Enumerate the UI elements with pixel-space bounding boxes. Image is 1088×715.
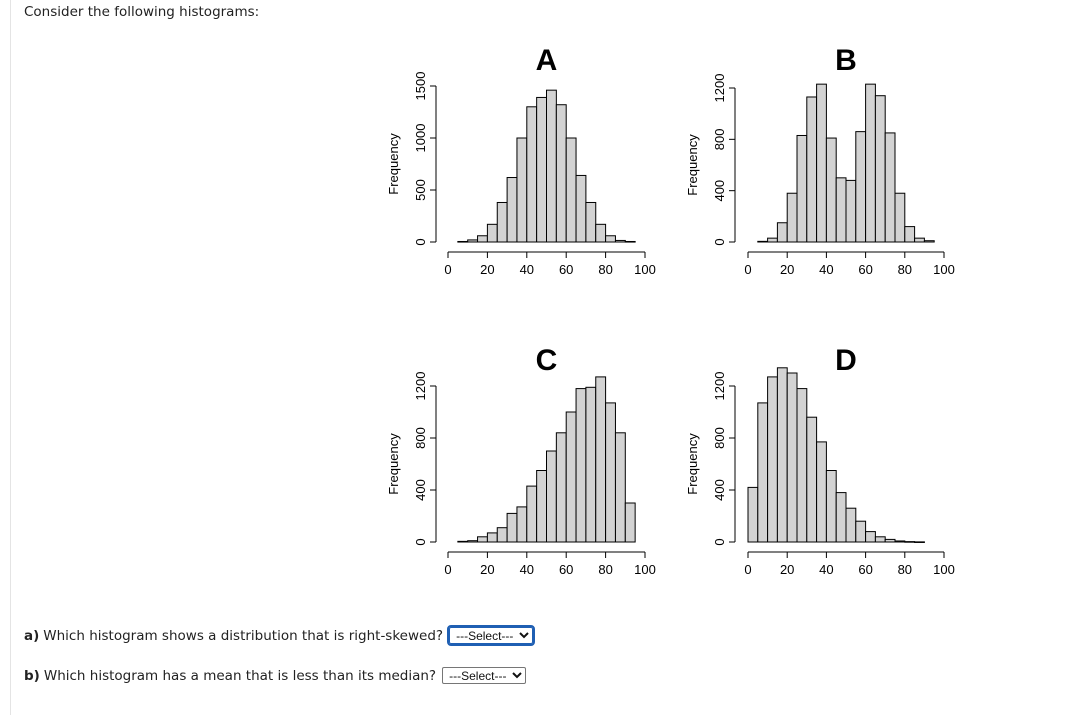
histogram-bar [566, 412, 576, 542]
x-tick-label: 20 [480, 262, 495, 277]
histogram-bar [517, 507, 527, 542]
y-tick-label: 0 [712, 238, 727, 246]
histogram-bar [846, 180, 856, 242]
y-axis-label: Frequency [386, 433, 401, 495]
x-tick-label: 80 [598, 262, 613, 277]
y-tick-label: 0 [413, 538, 428, 546]
y-tick-label: 800 [413, 427, 428, 449]
histogram-bar [586, 387, 596, 542]
chart-title: A [535, 43, 558, 77]
histogram-bar [826, 471, 836, 543]
question-a-tag: a) [24, 627, 40, 644]
y-tick-label: 1500 [413, 71, 428, 101]
x-tick-label: 100 [634, 262, 656, 277]
y-tick-label: 800 [712, 427, 727, 449]
x-tick-label: 100 [634, 562, 656, 577]
x-tick-label: 80 [897, 262, 913, 277]
y-tick-label: 400 [413, 479, 428, 501]
histogram-bar [787, 193, 797, 242]
histogram-bar [547, 90, 557, 242]
histogram-bar [586, 202, 596, 242]
x-tick-label: 40 [519, 562, 535, 577]
histogram-bar [537, 97, 547, 242]
histogram-bar [527, 107, 537, 242]
x-tick-label: 0 [744, 262, 752, 277]
y-tick-label: 1200 [712, 73, 727, 103]
histogram-bar [625, 241, 635, 242]
x-tick-label: 60 [558, 562, 574, 577]
histogram-bar [596, 224, 606, 242]
y-axis-label: Frequency [386, 133, 401, 195]
histogram-bar [487, 533, 497, 542]
histogram-bar [487, 224, 497, 242]
histogram-bar [915, 238, 925, 242]
histogram-bar [606, 403, 616, 542]
histogram-bar [758, 403, 768, 542]
x-tick-label: 60 [858, 262, 873, 277]
histogram-bar [497, 528, 507, 542]
question-b [24, 667, 526, 684]
x-tick-label: 20 [480, 562, 495, 577]
x-tick-label: 100 [933, 562, 955, 577]
y-tick-label: 800 [712, 128, 727, 151]
x-tick-label: 40 [819, 562, 834, 577]
histogram-bar [556, 433, 566, 542]
histogram-bar [866, 532, 876, 542]
histogram-bar [615, 433, 625, 542]
question-a-select[interactable] [449, 627, 533, 644]
histogram-bar [768, 238, 778, 242]
chart-title: C [535, 343, 558, 377]
histogram-bar [768, 377, 778, 542]
x-tick-label: 20 [779, 262, 795, 277]
histogram-bar [606, 236, 616, 242]
histogram-bar [576, 175, 586, 242]
histogram-bar [458, 241, 468, 242]
chart-title: B [835, 43, 857, 77]
x-tick-label: 20 [779, 562, 795, 577]
histogram-bar [596, 377, 606, 542]
x-tick-label: 80 [598, 562, 613, 577]
histogram-bar [615, 240, 625, 242]
histogram-bar [556, 105, 566, 242]
histogram-bar [875, 96, 885, 242]
histogram-bar [924, 241, 934, 242]
histogram-bar [537, 471, 547, 543]
x-tick-label: 40 [519, 262, 535, 277]
intro-text: Consider the following histograms: [24, 4, 260, 20]
y-tick-label: 1200 [413, 371, 428, 401]
histogram-bar [468, 541, 478, 542]
histogram-bar [468, 240, 478, 242]
y-tick-label: 400 [712, 179, 727, 202]
histogram-bar [817, 442, 827, 542]
histogram-bar [517, 138, 527, 242]
question-b-tag: b) [24, 667, 40, 684]
y-tick-label: 1000 [413, 123, 428, 153]
histogram-bar [885, 133, 895, 242]
x-tick-label: 0 [444, 262, 452, 277]
histogram-bar [875, 537, 885, 542]
chart-title: D [835, 343, 857, 377]
x-tick-label: 0 [744, 562, 752, 577]
y-axis-label: Frequency [685, 433, 700, 495]
histogram-bar [915, 542, 925, 543]
histogram-bar [895, 193, 905, 242]
x-tick-label: 80 [897, 562, 913, 577]
histogram-bar [777, 223, 787, 242]
histogram-bar [566, 138, 576, 242]
histogram-bar [458, 541, 468, 542]
histogram-bar [895, 541, 905, 542]
question-b-select[interactable] [442, 667, 526, 684]
histogram-bar [856, 132, 866, 242]
histogram-bar [527, 486, 537, 542]
histogram-bar [856, 521, 866, 542]
histogram-bar [478, 236, 488, 242]
histogram-bar [826, 138, 836, 242]
x-tick-label: 100 [933, 262, 955, 277]
histogram-bar [885, 539, 895, 542]
histogram-bar [836, 493, 846, 542]
histogram-bar [576, 389, 586, 542]
x-tick-label: 0 [444, 562, 452, 577]
histogram-bar [836, 178, 846, 242]
histogram-bar [905, 227, 915, 242]
histogram-bar [797, 135, 807, 242]
histogram-bar [507, 513, 517, 542]
x-tick-label: 40 [819, 262, 834, 277]
histogram-bar [797, 389, 807, 542]
histogram-bar [497, 202, 507, 242]
x-tick-label: 60 [558, 262, 574, 277]
y-tick-label: 400 [712, 479, 727, 501]
histogram-bar [777, 368, 787, 542]
y-tick-label: 0 [712, 538, 727, 546]
histogram-bar [758, 241, 768, 242]
histogram-bar [507, 178, 517, 242]
y-tick-label: 1200 [712, 371, 727, 401]
question-a-text: Which histogram shows a distribution that is right-skewed? [43, 627, 444, 644]
histogram-bar [787, 373, 797, 542]
x-tick-label: 60 [858, 562, 873, 577]
y-axis-label: Frequency [685, 134, 700, 196]
histogram-bar [905, 542, 915, 543]
histogram-bar [807, 417, 817, 542]
histogram-bar [748, 487, 758, 542]
y-tick-label: 0 [413, 238, 428, 246]
histogram-bar [625, 503, 635, 542]
histogram-bar [846, 508, 856, 542]
y-tick-label: 500 [413, 179, 428, 201]
histogram-bar [866, 84, 876, 242]
histogram-bar [547, 451, 557, 542]
question-b-text: Which histogram has a mean that is less than its median? [43, 667, 437, 684]
question-a [24, 627, 533, 644]
histogram-bar [807, 97, 817, 242]
histogram-bar [478, 537, 488, 542]
histogram-bar [817, 84, 827, 242]
